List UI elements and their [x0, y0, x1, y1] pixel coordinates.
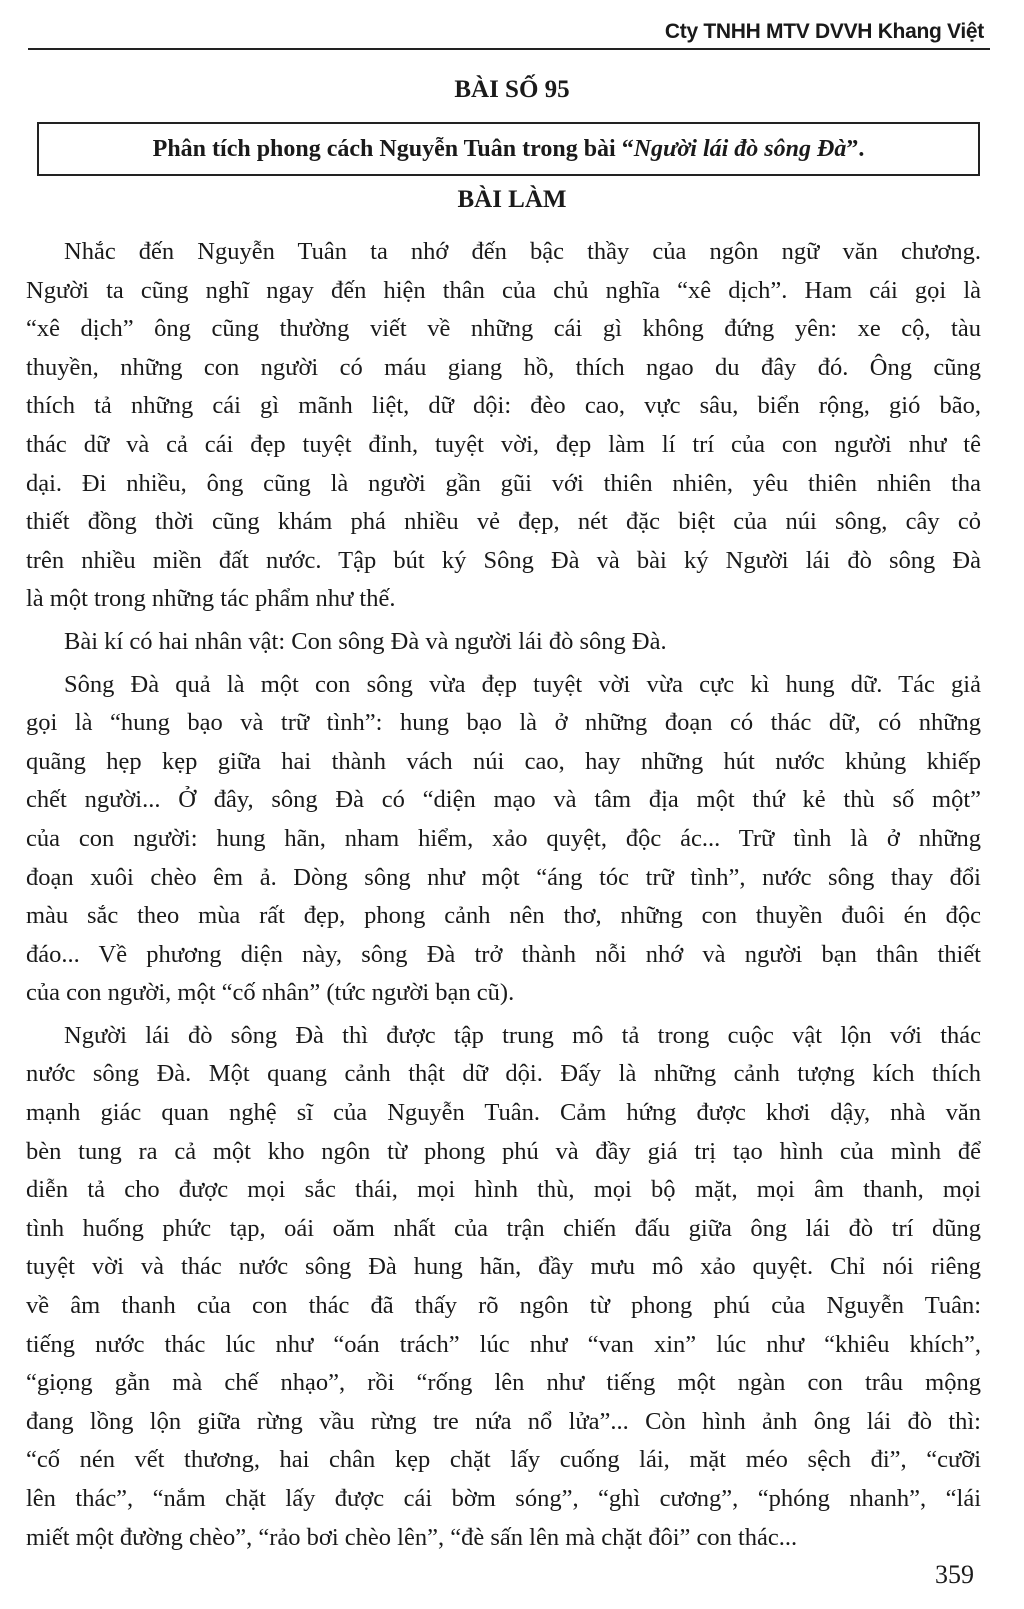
text-line: đáo... Về phương diện này, sông Đà trở thành nỗi nhớ và người bạn thân thiết	[26, 940, 981, 968]
text-line: về âm thanh của con thác đã thấy rõ ngôn từ phong phú của Nguyễn Tuân:	[26, 1292, 981, 1320]
text-line: bèn tung ra cả một kho ngôn từ phong phú và đầy giá trị tạo hình của mình để	[26, 1137, 981, 1165]
text-line: thác dữ và cả cái đẹp tuyệt đỉnh, tuyệt vời, đẹp làm lí trí của con người như tê	[26, 430, 981, 458]
text-line: Sông Đà quả là một con sông vừa đẹp tuyệt vời vừa cực kì hung dữ. Tác giả	[64, 670, 981, 698]
page-number: 359	[935, 1560, 974, 1589]
text-line: “cố nén vết thương, hai chân kẹp chặt lấy cuống lái, mặt méo sệch đi”, “cưỡi	[26, 1446, 981, 1474]
text-line: đang lồng lộn giữa rừng vầu rừng tre nứa nổ lửa”... Còn hình ảnh ông lái đò thì:	[26, 1407, 981, 1435]
paragraph	[26, 233, 981, 619]
text-line: của con người: hung hãn, nham hiểm, xảo quyệt, độc ác... Trữ tình là ở những	[26, 824, 981, 852]
text-line: miết một đường chèo”, “rảo bơi chèo lên”, “đè sấn lên mà chặt đôi” con thác...	[26, 1523, 798, 1551]
lesson-title: BÀI SỐ 95	[454, 76, 570, 103]
prompt-text: Phân tích phong cách Nguyễn Tuân trong bài “	[152, 135, 634, 162]
text-line: thiết đồng thời cũng khám phá nhiều vẻ đẹp, nét đặc biệt của núi sông, cây cỏ	[26, 508, 981, 536]
paragraph	[26, 623, 981, 662]
answer-heading: BÀI LÀM	[457, 186, 567, 213]
text-line: nước sông Đà. Một quang cảnh thật dữ dội. Đấy là những cảnh tượng kích thích	[26, 1060, 981, 1088]
prompt-end: ”.	[846, 135, 865, 162]
text-line: Người ta cũng nghĩ ngay đến hiện thân của chủ nghĩa “xê dịch”. Ham cái gọi là	[26, 276, 981, 304]
text-line: Bài kí có hai nhân vật: Con sông Đà và người lái đò sông Đà.	[64, 627, 667, 655]
text-line: Người lái đò sông Đà thì được tập trung mô tả trong cuộc vật lộn với thác	[64, 1021, 981, 1049]
paragraph	[26, 666, 981, 1013]
text-line: tiếng nước thác lúc như “oán trách” lúc như “van xin” lúc như “khiêu khích”,	[26, 1330, 981, 1358]
header-rule	[28, 48, 990, 50]
text-line: trên nhiều miền đất nước. Tập bút ký Sông Đà và bài ký Người lái đò sông Đà	[26, 546, 981, 574]
text-line: chết người... Ở đây, sông Đà có “diện mạo và tâm địa một thứ kẻ thù số một”	[26, 786, 981, 814]
text-line: tình huống phức tạp, oái oăm nhất của trận chiến đấu giữa ông lái đò trí dũng	[26, 1214, 981, 1242]
text-line: thuyền, những con người có máu giang hồ, thích ngao du đây đó. Ông cũng	[26, 353, 981, 381]
header-publisher: Cty TNHH MTV DVVH Khang Việt	[664, 20, 984, 43]
text-line: tuyệt vời và thác nước sông Đà hung hãn, đầy mưu mô xảo quyệt. Chỉ nói riêng	[26, 1253, 981, 1281]
essay-body	[26, 233, 981, 1557]
text-line: lên thác”, “nắm chặt lấy được cái bờm sóng”, “ghì cương”, “phóng nhanh”, “lái	[26, 1485, 981, 1512]
text-line: mạnh giác quan nghệ sĩ của Nguyễn Tuân. Cảm hứng được khơi dậy, nhà văn	[26, 1099, 981, 1127]
text-line: là một trong những tác phẩm như thế.	[26, 585, 396, 613]
text-line: “xê dịch” ông cũng thường viết về những cái gì không đứng yên: xe cộ, tàu	[26, 315, 981, 343]
text-line: thích tả những cái gì mãnh liệt, dữ dội: đèo cao, vực sâu, biển rộng, gió bão,	[26, 392, 981, 420]
text-line: quãng hẹp kẹp giữa hai thành vách núi cao, hay những hút nước khủng khiếp	[26, 747, 981, 775]
paragraph	[26, 1017, 981, 1557]
prompt-work-title: Người lái đò sông Đà	[633, 135, 847, 162]
text-line: “giọng gằn mà chế nhạo”, rồi “rống lên như tiếng một ngàn con trâu mộng	[26, 1369, 981, 1397]
text-line: màu sắc theo mùa rất đẹp, phong cảnh nên thơ, những con thuyền đuôi én độc	[26, 902, 981, 930]
text-line: diễn tả cho được mọi sắc thái, mọi hình thù, mọi bộ mặt, mọi âm thanh, mọi	[26, 1176, 981, 1204]
text-line: đoạn xuôi chèo êm ả. Dòng sông như một “áng tóc trữ tình”, nước sông thay đổi	[26, 863, 981, 891]
prompt-box	[37, 122, 980, 176]
text-line: gọi là “hung bạo và trữ tình”: hung bạo là ở những đoạn có thác dữ, có những	[26, 709, 981, 737]
text-line: dại. Đi nhiều, ông cũng là người gần gũi với thiên nhiên, yêu thiên nhiên tha	[26, 469, 981, 497]
text-line: Nhắc đến Nguyễn Tuân ta nhớ đến bậc thầy của ngôn ngữ văn chương.	[64, 238, 981, 265]
text-line: của con người, một “cố nhân” (tức người bạn cũ).	[26, 979, 515, 1007]
